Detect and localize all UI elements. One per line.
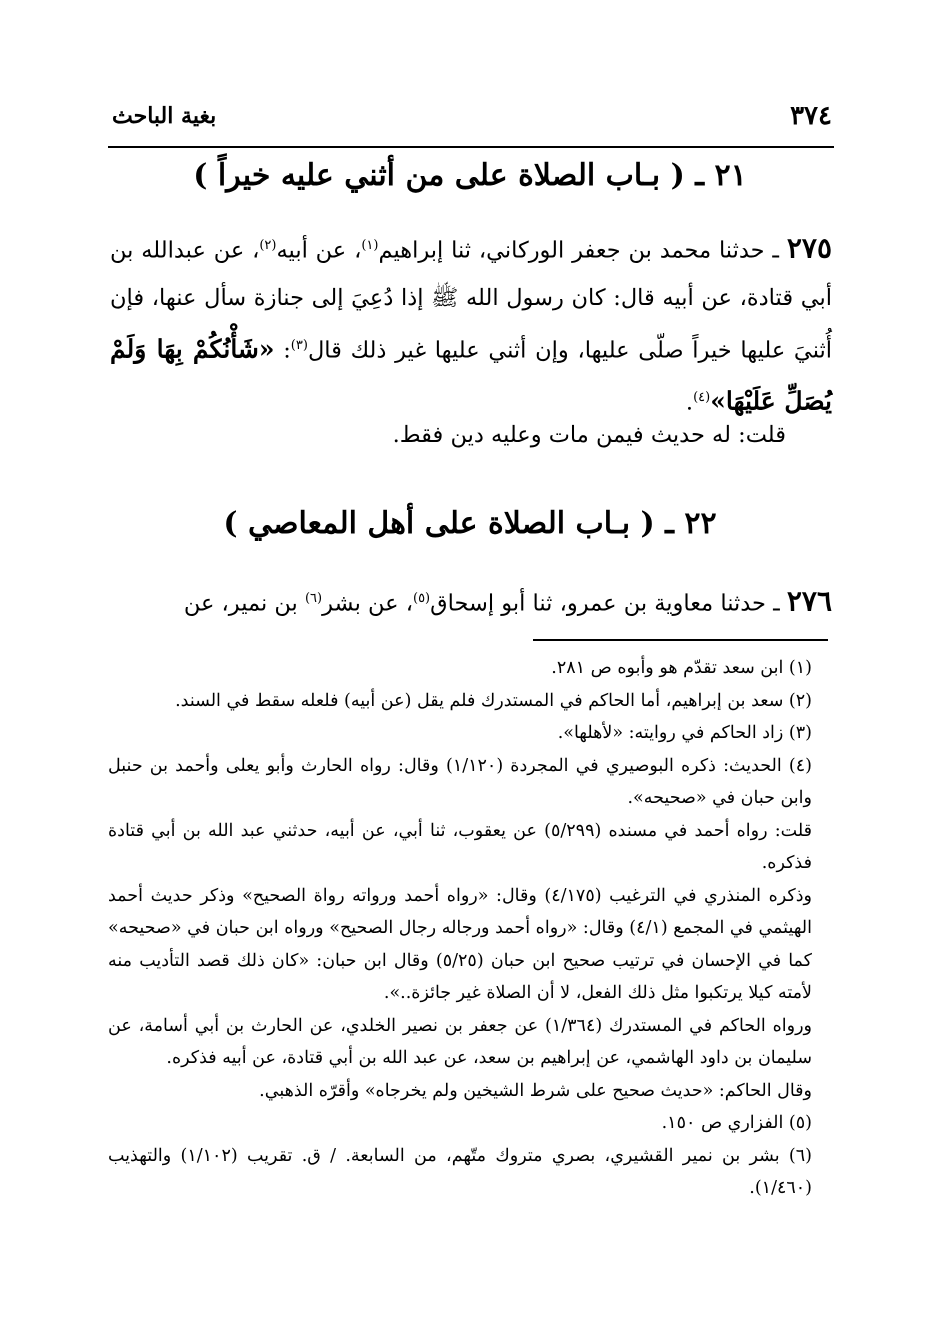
prophetic-quote: «شَأْنُكُمْ بِهَا وَلَمْ يُصَلِّ عَلَيْهَا» bbox=[110, 334, 832, 416]
hadith-text: ، عن بشر bbox=[322, 590, 413, 617]
footnote-ref-2[interactable]: (٢) bbox=[259, 238, 277, 253]
hadith-number: ٢٧٦ bbox=[786, 584, 832, 618]
chapter-title-21: ٢١ ـ ( بـاب الصلاة على من أثني عليه خيراً ) bbox=[193, 158, 747, 193]
book-title: بغية الباحث bbox=[112, 103, 217, 129]
footnote-4-continued: قلت: رواه أحمد في مسنده (٥/٢٩٩) عن يعقوب، ثنا أبي، عن أبيه، حدثني عبد الله بن أبي قتادة فذكره. bbox=[108, 820, 812, 873]
hadith-number: ٢٧٥ bbox=[786, 231, 832, 265]
hadith-separator: ـ bbox=[765, 590, 780, 617]
hadith-text: : bbox=[274, 337, 291, 363]
footnote-4-continued: وقال الحاكم: «حديث صحيح على شرط الشيخين ولم يخرجاه» وأقرّه الذهبي. bbox=[259, 1080, 812, 1101]
hadith-separator: ـ bbox=[764, 237, 780, 264]
footnote-1: (١) ابن سعد تقدّم هو وأبوه ص ٢٨١. bbox=[551, 658, 812, 678]
footnote-6: (٦) بشر بن نمير القشيري، بصري متروك متّهم، من السابعة. / ق. تقريب (١/١٠٢) والتهذيب (١/٤٦٠). bbox=[108, 1145, 812, 1198]
footnote-ref-5[interactable]: (٥) bbox=[412, 591, 431, 606]
hadith-276 bbox=[110, 575, 832, 628]
hadith-275 bbox=[110, 222, 832, 427]
hadith-text: ، عن عبدالله بن أبي قتادة، عن أبيه قال: كان رسول الله ﷺ إذا دُعِيَ إلى جنازة سأل عنها، فإن أُثنيَ عليها خيراً صلّى عليها، وإن أثني عليها غير ذلك قال bbox=[110, 237, 832, 363]
footnotes bbox=[108, 652, 832, 1205]
footnote-5: (٥) الفزاري ص ١٥٠. bbox=[661, 1113, 812, 1133]
page-number: ٣٧٤ bbox=[790, 101, 832, 131]
qultu-remark bbox=[110, 412, 832, 459]
header-rule bbox=[108, 146, 834, 148]
footnote-ref-1[interactable]: (١) bbox=[361, 238, 379, 253]
footnote-ref-6[interactable]: (٦) bbox=[304, 591, 323, 606]
hadith-text: ، عن أبيه bbox=[276, 237, 362, 264]
footnote-2: (٢) سعد بن إبراهيم، أما الحاكم في المستدرك فلم يقل (عن أبيه) فلعله سقط في السند. bbox=[175, 690, 812, 711]
running-header bbox=[112, 96, 832, 136]
hadith-text: حدثنا معاوية بن عمرو، ثنا أبو إسحاق bbox=[430, 590, 766, 617]
hadith-text: بن نمير، عن bbox=[183, 590, 305, 617]
footnote-4: (٤) الحديث: ذكره البوصيري في المجردة (١/١٢٠) وقال: رواه الحارث وأبو يعلى وأحمد بن حنبل وابن حبان في «صحيحه». bbox=[108, 755, 812, 808]
hadith-text: حدثنا محمد بن جعفر الوركاني، ثنا إبراهيم bbox=[378, 237, 765, 264]
footnote-ref-3[interactable]: (٣) bbox=[290, 337, 308, 353]
footnote-3: (٣) زاد الحاكم في روايته: «لأهلها». bbox=[557, 723, 812, 743]
footnote-rule bbox=[533, 639, 828, 641]
footnote-ref-4[interactable]: (٤) bbox=[693, 390, 711, 405]
hadith-text: . bbox=[685, 389, 694, 416]
footnote-4-continued: وذكره المنذري في الترغيب (٤/١٧٥) وقال: «رواه أحمد ورواته رواة الصحيح» وذكر حديث أحمد الهيثمي في المجمع (٤/١) وقال: «رواه أحمد ورجاله رجال الصحيح» ورواه ابن حبان في «صحيحه» كما في الإحسان في ترتيب صحيح ابن حبان (٥/٢٥) وقال ابن حبان: «كان ذلك قصد التأديب منه لأمته كيلا يرتكبوا مثل ذلك الفعل، لا أن الصلاة غير جائزة..». bbox=[108, 885, 812, 1003]
chapter-title-22: ٢٢ ـ ( بـاب الصلاة على أهل المعاصي ) bbox=[223, 506, 717, 541]
footnote-4-continued: ورواه الحاكم في المستدرك (١/٣٦٤) عن جعفر بن نصير الخلدي، عن الحارث بن أبي أسامة، عن سليمان بن داود الهاشمي، عن إبراهيم بن سعد، عن عبد الله بن أبي قتادة، عن أبيه فذكره. bbox=[108, 1015, 813, 1068]
remark-text: قلت: له حديث فيمن مات وعليه دين فقط. bbox=[392, 422, 786, 448]
